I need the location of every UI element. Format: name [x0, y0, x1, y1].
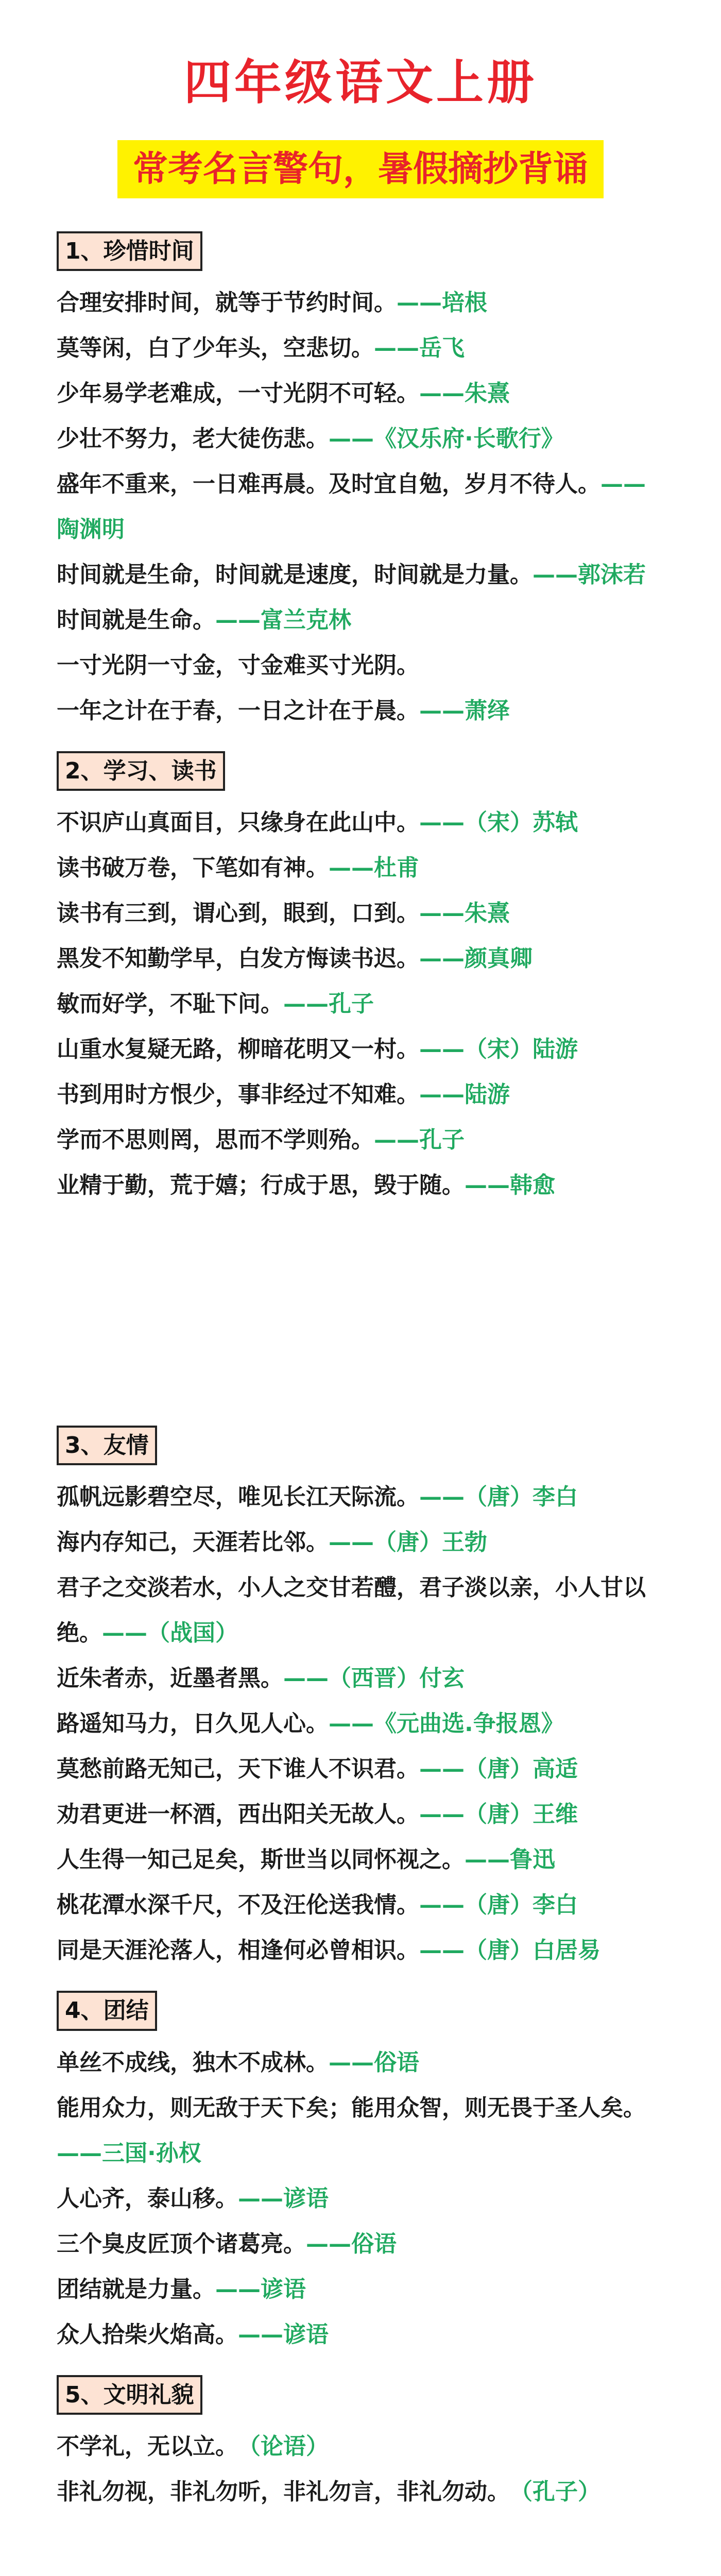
quote-author: ——岳飞: [374, 334, 465, 361]
quote-line: [57, 2086, 664, 2176]
quote-text: 孤帆远影碧空尽，唯见长江天际流。: [57, 1484, 419, 1511]
quote-author: ——谚语: [215, 2276, 306, 2302]
quote-author: ——（唐）李白: [419, 1892, 578, 1919]
quote-text: 劝君更进一杯酒，西出阳关无故人。: [57, 1801, 419, 1828]
quote-line: [57, 371, 664, 416]
quote-text: 学而不思则罔，思而不学则殆。: [57, 1127, 374, 1154]
section-heading: 2、学习、读书: [57, 751, 225, 791]
quote-text: 时间就是生命，时间就是速度，时间就是力量。: [57, 561, 533, 588]
quote-line: [57, 1163, 664, 1208]
quote-line: [57, 2222, 664, 2267]
quote-line: [57, 688, 664, 734]
quote-author: ——（唐）王勃: [329, 1529, 487, 1556]
quote-line: [57, 1656, 664, 1701]
quote-text: 人心齐，泰山移。: [57, 2185, 238, 2212]
quote-text: 莫等闲，白了少年头，空悲切。: [57, 334, 374, 361]
quote-line: [57, 643, 664, 688]
quote-author: ——《元曲选.争报恩》: [329, 1710, 564, 1737]
quote-author: ——培根: [397, 289, 487, 316]
quote-text: 合理安排时间，就等于节约时间。: [57, 289, 397, 316]
quote-line: [57, 2267, 664, 2312]
quote-text: 不识庐山真面目，只缘身在此山中。: [57, 809, 419, 836]
quote-text: 路遥知马力，日久见人心。: [57, 1710, 329, 1737]
quote-text: 一寸光阴一寸金，寸金难买寸光阴。: [57, 652, 419, 679]
quote-author: ——颜真卿: [419, 945, 533, 972]
quote-author: ——杜甫: [329, 855, 419, 882]
section-study-reading: [57, 751, 664, 1208]
quote-line: [57, 845, 664, 891]
quote-author: ——韩愈: [465, 1172, 555, 1199]
quote-author: ——孔子: [374, 1127, 465, 1154]
quote-line: [57, 1792, 664, 1837]
section-unity: [57, 1991, 664, 2357]
quote-line: [57, 2176, 664, 2222]
quote-author: ——（宋）陆游: [419, 1036, 578, 1063]
quote-author: （孔子）: [521, 2478, 600, 2505]
subtitle-wrap: [57, 140, 664, 198]
quote-text: 三个臭皮匠顶个诸葛亮。: [57, 2230, 306, 2257]
quote-author: ——（唐）白居易: [419, 1937, 600, 1964]
quote-author: ——孔子: [283, 991, 374, 1018]
quote-line: [57, 891, 664, 936]
quote-text: 敏而好学，不耻下问。: [57, 991, 283, 1018]
quote-author: ——郭沫若: [533, 561, 646, 588]
quote-text: 黑发不知勤学早，白发方悔读书迟。: [57, 945, 419, 972]
quote-author: ——谚语: [238, 2321, 329, 2348]
quote-line: [57, 1027, 664, 1072]
quote-text: 少年易学老难成，一寸光阴不可轻。: [57, 380, 419, 406]
section-heading: 5、文明礼貌: [57, 2375, 202, 2415]
quote-line: [57, 416, 664, 462]
quote-line: [57, 1565, 664, 1656]
quote-author: ——萧绎: [419, 697, 510, 724]
quote-line: [57, 2040, 664, 2086]
quote-line: [57, 2312, 664, 2358]
section-cherish-time: [57, 231, 664, 734]
quote-text: 桃花潭水深千尺，不及汪伦送我情。: [57, 1892, 419, 1919]
quote-text: 书到用时方恨少，事非经过不知难。: [57, 1081, 419, 1108]
quote-author: ——《汉乐府·长歌行》: [329, 425, 564, 452]
quote-author: ——（唐）李白: [419, 1484, 578, 1511]
page-subtitle: 常考名言警句，暑假摘抄背诵: [117, 140, 604, 198]
quote-line: [57, 552, 664, 598]
quote-text: 人生得一知己足矣，斯世当以同怀视之。: [57, 1846, 465, 1873]
quote-author: ——朱熹: [419, 900, 510, 927]
quote-author: ——俗语: [329, 2049, 419, 2076]
quote-line: [57, 2424, 664, 2469]
quote-line: [57, 1520, 664, 1565]
quote-text: 时间就是生命。: [57, 606, 215, 633]
quote-text: 非礼勿视，非礼勿听，非礼勿言，非礼勿动。: [57, 2478, 499, 2505]
quote-line: [57, 1117, 664, 1163]
quote-text: 团结就是力量。: [57, 2276, 215, 2302]
quote-author: ——陆游: [419, 1081, 510, 1108]
quote-line: [57, 1928, 664, 1973]
section-civility: [57, 2375, 664, 2515]
section-heading: 1、珍惜时间: [57, 231, 202, 271]
section-heading: 4、团结: [57, 1991, 157, 2030]
quote-line: [57, 981, 664, 1027]
quote-text: 盛年不重来，一日难再晨。及时宜自勉，岁月不待人。: [57, 470, 600, 497]
quote-text: 单丝不成线，独木不成林。: [57, 2049, 329, 2076]
quote-line: [57, 1883, 664, 1928]
quote-author: ——（西晋）付玄: [283, 1665, 465, 1692]
quote-text: 近朱者赤，近墨者黑。: [57, 1665, 283, 1692]
quote-line: [57, 1701, 664, 1747]
quote-author: ——谚语: [238, 2185, 329, 2212]
quote-text: 海内存知己，天涯若比邻。: [57, 1529, 329, 1556]
section-friendship: [57, 1426, 664, 1973]
quote-author: ——三国·孙权: [57, 2140, 201, 2166]
quote-line: [57, 800, 664, 845]
quote-line: [57, 280, 664, 326]
quote-author: ——鲁迅: [465, 1846, 555, 1873]
quote-line: [57, 1475, 664, 1520]
quote-text: 莫愁前路无知己，天下谁人不识君。: [57, 1756, 419, 1783]
quote-text: 读书有三到，谓心到，眼到，口到。: [57, 900, 419, 927]
quote-author: ——俗语: [306, 2230, 397, 2257]
quote-author: ——富兰克林: [215, 606, 351, 633]
quote-line: [57, 326, 664, 371]
quote-text: 同是天涯沦落人，相逢何必曾相识。: [57, 1937, 419, 1964]
quote-text: 君子之交淡若水，小人之交甘若醴，君子淡以亲，小人甘以绝。: [57, 1574, 646, 1647]
quote-author: ——（唐）高适: [419, 1756, 578, 1783]
quote-text: 读书破万卷，下笔如有神。: [57, 855, 329, 882]
quote-line: [57, 936, 664, 981]
quote-text: 众人拾柴火焰高。: [57, 2321, 238, 2348]
quote-text: 业精于勤，荒于嬉；行成于思，毁于随。: [57, 1172, 465, 1199]
quote-text: 一年之计在于春，一日之计在于晨。: [57, 697, 419, 724]
quote-author: ——陶渊明: [57, 470, 646, 543]
quote-text: 山重水复疑无路，柳暗花明又一村。: [57, 1036, 419, 1063]
quote-author: ——（战国）: [102, 1620, 238, 1647]
quote-line: [57, 598, 664, 643]
quote-text: 少壮不努力，老大徒伤悲。: [57, 425, 329, 452]
section-heading: 3、友情: [57, 1426, 157, 1465]
quote-text: 能用众力，则无敌于天下矣；能用众智，则无畏于圣人矣。: [57, 2094, 646, 2121]
quote-text: 不学礼，无以立。: [57, 2433, 227, 2460]
page-title: 四年级语文上册: [183, 55, 537, 110]
quote-author: （论语）: [249, 2433, 329, 2460]
quote-author: ——朱熹: [419, 380, 510, 406]
quote-line: [57, 1072, 664, 1117]
quote-author: ——（宋）苏轼: [419, 809, 578, 836]
quote-line: [57, 1747, 664, 1792]
quote-line: [57, 462, 664, 552]
quote-author: ——（唐）王维: [419, 1801, 578, 1828]
quote-line: [57, 1837, 664, 1883]
quote-line: [57, 2469, 664, 2515]
